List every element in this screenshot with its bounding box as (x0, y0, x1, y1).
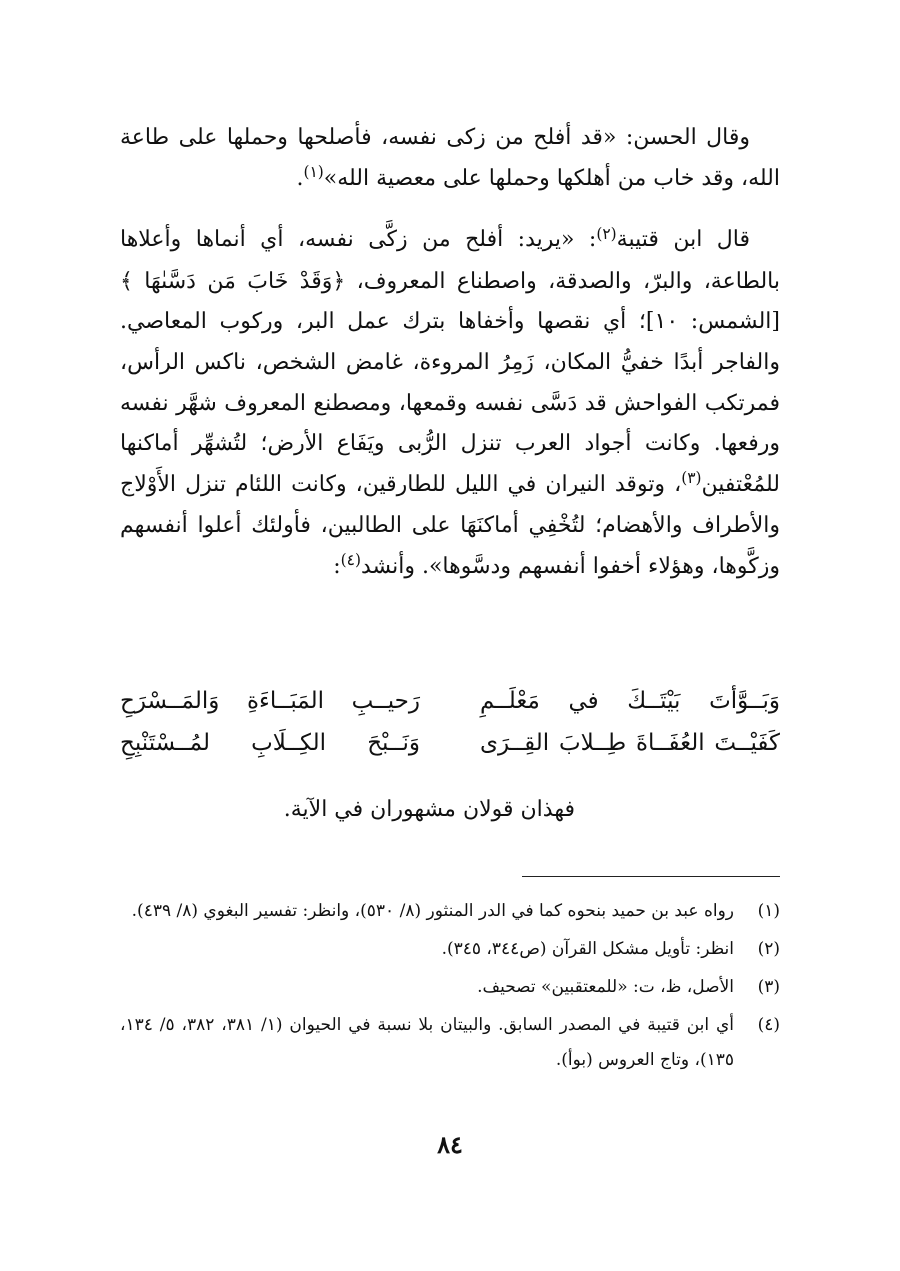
poem (120, 680, 780, 764)
paragraph-end: . (296, 165, 304, 191)
poem-verse (120, 680, 780, 722)
footnote-number: (٤) (757, 1015, 780, 1035)
paragraph-middle: : «يريد: أفلح من زكَّى نفسه، أي أنماها وأعلاها بالطاعة، والبرّ، والصدقة، واصطناع المعروف، ﴿وَقَدْ خَابَ مَن دَسَّىٰهَا ﴾ [الشمس: ١٠]؛ أي نقصها وأخفاها بترك عمل البر، وركوب المعاصي. والفاجر أبدًا خفيُّ المكان، زَمِرُ المروءة، غامض الشخص، ناكس الرأس، فمرتكب الفواحش قد دَسَّى نفسه وقمعها، ومصطنع المعروف شهَّر نفسه ورفعها. وكانت أجواد العرب تنزل الرُّبى ويَفَاع الأرض؛ لتُشهِّر أماكنها للمُعْتفين (120, 227, 780, 497)
footnote (120, 894, 780, 929)
footnote-ref-3: (٣) (681, 469, 702, 488)
footnote-text: انظر: تأويل مشكل القرآن (ص٣٤٤، ٣٤٥). (441, 939, 734, 959)
footnote-number: (٣) (757, 977, 780, 997)
verse-first-hemistich: كَفَيْــتَ العُفَــاةَ طِــلابَ القِــرَى (480, 730, 780, 756)
footnote (120, 932, 780, 967)
footnote-separator (522, 876, 780, 877)
conclusion-line: فهذان قولان مشهوران في الآية. (283, 797, 575, 822)
verse-first-hemistich: وَبَــوَّأتَ بَيْتَــكَ في مَعْلَــمِ (480, 688, 780, 714)
footnotes (120, 894, 780, 1081)
footnote-number: (١) (757, 901, 780, 921)
paragraph-start: قال ابن قتيبة (616, 227, 750, 253)
footnote-ref-4: (٤) (340, 551, 361, 570)
footnote (120, 1008, 780, 1078)
footnote-text: رواه عبد بن حميد بنحوه كما في الدر المنثور (٨/ ٥٣٠)، وانظر: تفسير البغوي (٨/ ٤٣٩). (131, 901, 734, 921)
poem-verse (120, 722, 780, 764)
footnote-text: أي ابن قتيبة في المصدر السابق. والبيتان بلا نسبة في الحيوان (١/ ٣٨١، ٣٨٢، ٥/ ١٣٤، ١٣٥)، وتاج العروس (بوأ). (120, 1015, 735, 1070)
paragraph-ibn-qutayba (120, 220, 780, 588)
paragraph-text: وقال الحسن: «قد أفلح من زكى نفسه، فأصلحها وحملها على طاعة الله، وقد خاب من أهلكها وحملها على معصية الله» (120, 125, 780, 191)
footnote-text: الأصل، ظ، ت: «للمعتقبين» تصحيف. (477, 977, 734, 997)
footnote-ref-1: (١) (303, 162, 324, 181)
verse-second-hemistich: رَحيــبِ المَبَــاءَةِ وَالمَــسْرَحِ (120, 688, 420, 714)
paragraph-colon: : (333, 553, 341, 579)
paragraph-hasan-quote (120, 118, 780, 200)
footnote-ref-2: (٢) (596, 224, 617, 243)
page-number: ٨٤ (437, 1130, 463, 1159)
main-text (120, 118, 780, 589)
paragraph-end: ، وتوقد النيران في الليل للطارقين، وكانت اللئام تنزل الأَوْلاج والأطراف والأهضام؛ لتُخْفِي أماكنَهَا على الطالبين، فأولئك أعلوا أنفسهم وزكَّوها، وهؤلاء أخفوا أنفسهم ودسَّوها». وأنشد (120, 471, 780, 579)
footnote (120, 970, 780, 1005)
footnote-number: (٢) (757, 939, 780, 959)
verse-second-hemistich: وَنَــبْحَ الكِــلَابِ لمُــسْتَنْبِحِ (120, 730, 420, 756)
